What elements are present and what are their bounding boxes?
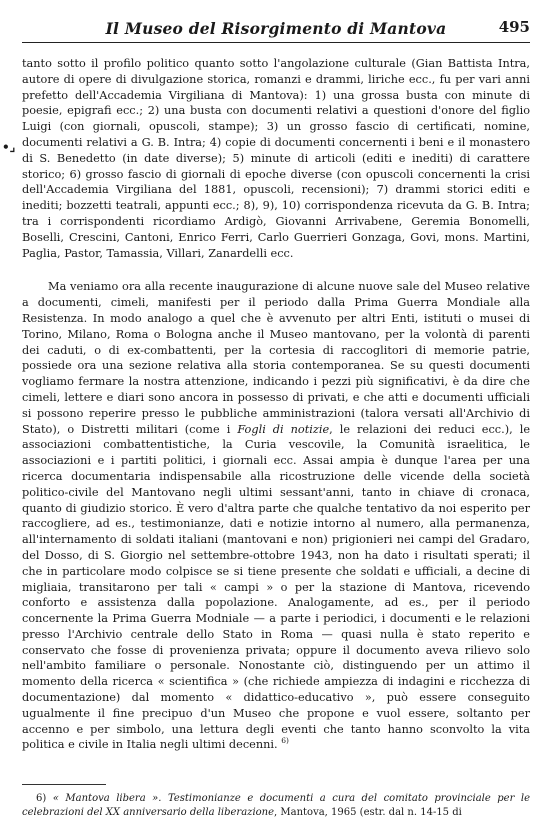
paragraph-2-part-2: , le relazioni dei reduci ecc.), le associazioni combattentistiche, la Curia vescovile, la Comunità israelitica, le associazioni e i partiti politici, i giornali ecc. Assai ampia è dunque l'area per una ricerca documentaria indispensabile alla ricostruzione delle vicende della società politico-civile del Mantovano negli ultimi sessant'anni, tanto in chiave di cronaca, quanto di giudizio storico. È vero d'altra parte che qualche tentativo da noi esperito per raccogliere, ad es., testimonianze, dati e notizie intorno al numero, alla permanenza, all'internamento di soldati italiani (mantovani e non) prigionieri nei campi del Gradaro, del Dosso, di S. Giorgio nel settembre-ottobre 1943, non ha dato i risultati sperati; il che in particolare modo colpisce se si tiene presente che soldati e ufficiali, a decine di migliaia, transitarono per tali « campi » o per la stazione di Mantova, ricevendo conforto e assistenza dalla popolazione. Analogamente, ad es., per il periodo concernente la Prima Guerra Modniale — a parte i periodici, i documenti e le relazioni presso l'Archivio centrale dello Stato in Roma — quasi nulla è stato reperito e conservato che fosse di provenienza privata; oppure il documento aveva rilievo solo nell'ambito familiare o personale. Nonostante ciò, distinguendo per un attimo il momento della ricerca « scientifica » (che richiede ampiezza di indagini e ricchezza di documentazione) dal momento « didattico-educativo », può essere conseguito ugualmente il fine precipuo d'un Museo che propone e vuol essere, soltanto per accenno e per simbolo, una lettura degli eventi che tanto hanno sconvolto la vita politica e civile in Italia negli ultimi decenni.: [22, 422, 530, 752]
page-number: 495: [498, 18, 530, 36]
paragraph-2-part-1: Ma veniamo ora alla recente inaugurazione di alcune nuove sale del Museo relative a documenti, cimeli, manifesti per il periodo dalla Prima Guerra Mondiale alla Resistenza. In modo analogo a quel che è avvenuto per altri Enti, istituti o musei di Torino, Milano, Roma o Bologna anche il Museo mantovano, per la volontà di parenti dei caduti, o di ex-combattenti, per la cortesia di raccoglitori di memorie patrie, possiede ora una sezione relativa alla storia contemporanea. Se su questi documenti vogliamo fermare la nostra attenzione, indicando i pezzi più significativi, è da dire che cimeli, lettere e diari sono ancora in possesso di privati, e che atti e documenti ufficiali si possono reperire presso le pubbliche amministrazioni (talora versati all'Archivio di Stato), o Distretti militari (come i: [22, 280, 530, 436]
footnote-reference: 6): [281, 736, 289, 746]
running-title: Il Museo del Risorgimento di Mantova: [105, 19, 447, 38]
body-text: [22, 56, 530, 753]
running-header: [22, 16, 530, 43]
paragraph-museum-sections: [22, 279, 530, 753]
footnote-rest: , Mantova, 1965 (estr. dal n. 14-15 di: [274, 807, 462, 818]
footnote-6: [22, 792, 530, 820]
footnote-title: « Mantova libera ». Testimonianze e documenti a cura del comitato provinciale per le celebrazioni del XX anniversario della liberazione: [22, 793, 531, 818]
footnote-divider: [22, 784, 106, 785]
footnote-number: 6): [36, 793, 47, 804]
paragraph-intra-archive: tanto sotto il profilo politico quanto sotto l'angolazione culturale (Gian Battista Intra, autore di opere di divulgazione storica, romanzi e drammi, liriche ecc., fu per vari anni prefetto dell'Accademia Virgiliana di Mantova): 1) una grossa busta con minute di poesie, epigrafi ecc.; 2) una busta con documenti relativi a questioni d'onore del figlio Luigi (con giornali, opuscoli, stampe); 3) un grosso fascio di certificati, nomine, documenti relativi a G. B. Intra; 4) copie di documenti concernenti i beni e il monastero di S. Benedetto (in date diverse); 5) minute di articoli (editi e inediti) di carattere storico; 6) grosso fascio di giornali di epoche diverse (con opuscoli concernenti la crisi dell'Accademia Virgiliana del 1881, opuscoli, recensioni); 7) drammi storici editi e inediti; bozzetti teatrali, appunti ecc.; 8), 9), 10) corrispondenza ricevuta da G. B. Intra; tra i corrispondenti ricordiamo Ardigò, Giovanni Arrivabene, Geremia Bonomelli, Boselli, Crescini, Cantoni, Enrico Ferri, Carlo Guerrieri Gonzaga, Govi, mons. Martini, Paglia, Pastor, Tamassia, Villari, Zanardelli ecc.: [22, 57, 530, 260]
margin-mark: •⌟: [2, 140, 16, 154]
paragraph-2-italic-fogli: Fogli di notizie: [237, 422, 330, 436]
